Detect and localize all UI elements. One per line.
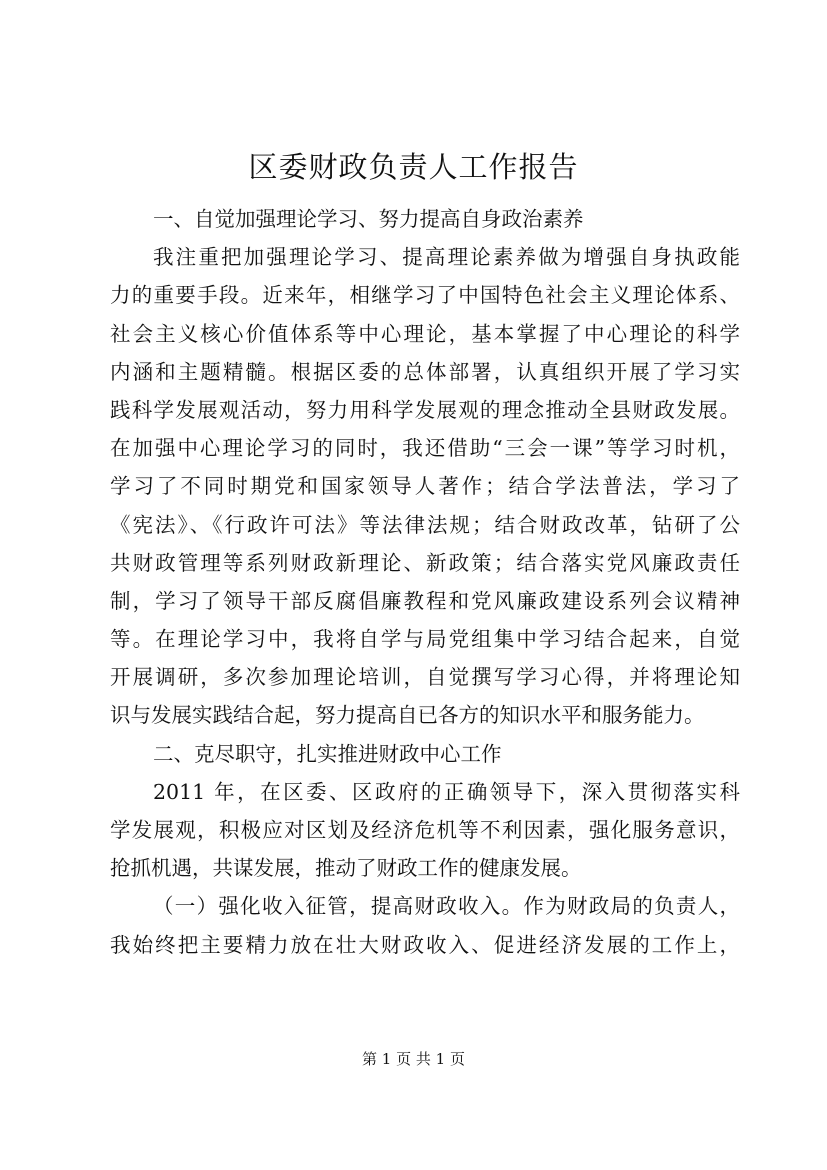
paragraph-line: 我注重把加强理论学习、提高理论素养做为增强自身执政能 xyxy=(153,245,740,270)
paragraph-line: 制，学习了领导干部反腐倡廉教程和党风廉政建设系列会议精神 xyxy=(110,588,740,613)
paragraph-line: 识与发展实践结合起，努力提高自已各方的知识水平和服务能力。 xyxy=(110,703,705,728)
paragraph-line: 社会主义核心价值体系等中心理论，基本掌握了中心理论的科学 xyxy=(110,321,740,346)
paragraph-line: 践科学发展观活动，努力用科学发展观的理念推动全县财政发展。 xyxy=(110,397,740,422)
paragraph-line: 抢抓机遇，共谋发展，推动了财政工作的健康发展。 xyxy=(110,856,582,881)
paragraph-line: 学习了不同时期党和国家领导人著作；结合学法普法，学习了 xyxy=(110,474,740,499)
paragraph-line: （一）强化收入征管，提高财政收入。作为财政局的负责人， xyxy=(153,894,740,919)
heading-text: 一、自觉加强理论学习、努力提高自身政治素养 xyxy=(153,207,584,231)
paragraph-line: 共财政管理等系列财政新理论、新政策；结合落实党风廉政责任 xyxy=(110,550,740,575)
document-title: 区委财政负责人工作报告 xyxy=(248,150,579,184)
heading-text: 二、克尽职守，扎实推进财政中心工作 xyxy=(153,741,502,766)
paragraph-2 xyxy=(110,773,740,888)
paragraph-line: 《宪法》、《行政许可法》等法律法规；结合财政改革，钻研了公 xyxy=(110,512,740,537)
paragraph-line: 学发展观，积极应对区划及经济危机等不利因素，强化服务意识， xyxy=(110,818,740,842)
document-body xyxy=(110,200,740,964)
paragraph-line: 力的重要手段。近来年，相继学习了中国特色社会主义理论体系、 xyxy=(110,283,740,308)
paragraph-line: 开展调研，多次参加理论培训，自觉撰写学习心得，并将理论知 xyxy=(110,665,740,690)
paragraph-line: 等。在理论学习中，我将自学与局党组集中学习结合起来，自觉 xyxy=(110,627,740,652)
paragraph-line: 在加强中心理论学习的同时，我还借助“三会一课”等学习时机， xyxy=(110,436,740,461)
paragraph-3 xyxy=(110,887,740,963)
paragraph-line: 2011 年，在区委、区政府的正确领导下，深入贯彻落实科 xyxy=(153,779,740,804)
section-heading-2 xyxy=(110,735,740,773)
paragraph-line: 我始终把主要精力放在壮大财政收入、促进经济发展的工作上， xyxy=(110,932,740,957)
section-heading-1 xyxy=(110,200,740,238)
paragraph-line: 内涵和主题精髓。根据区委的总体部署，认真组织开展了学习实 xyxy=(110,359,740,384)
page-number-footer: 第 1 页 共 1 页 xyxy=(362,1050,465,1068)
paragraph-1 xyxy=(110,238,740,734)
